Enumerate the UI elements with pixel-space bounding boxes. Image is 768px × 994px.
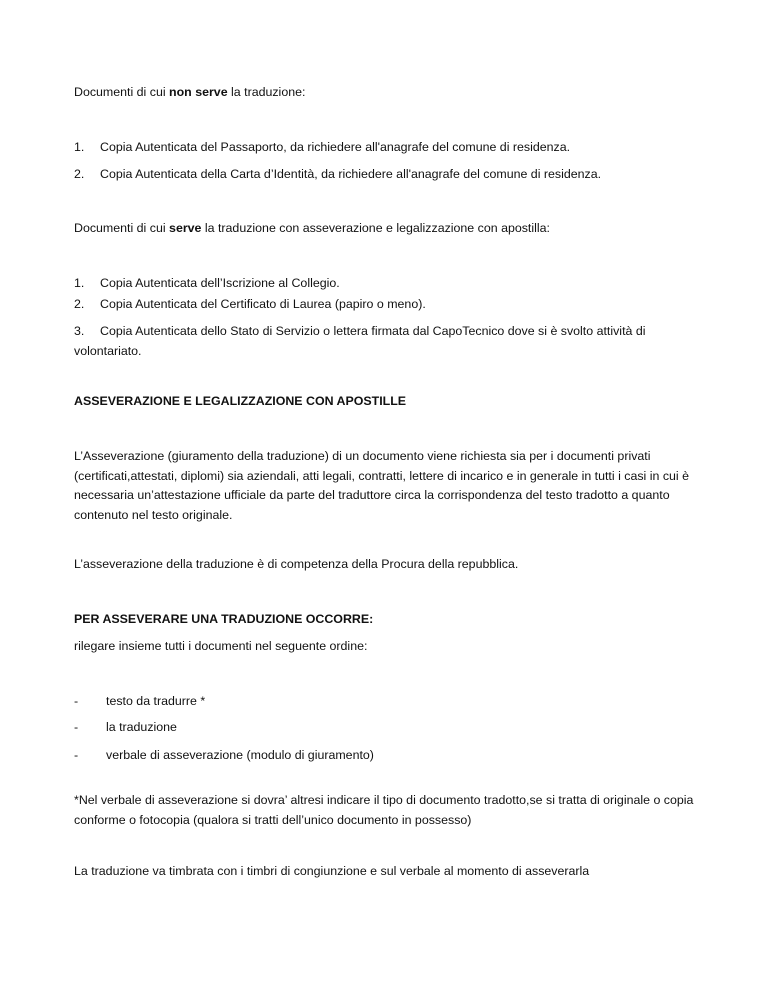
list-item: - la traduzione (74, 720, 177, 734)
paragraph-competenza: L’asseverazione della traduzione è di competenza della Procura della repubblica. (74, 557, 519, 571)
section2-emphasis: serve (169, 221, 202, 235)
list-item: 1. Copia Autenticata dell’Iscrizione al Collegio. (74, 276, 340, 290)
list-item: 1. Copia Autenticata del Passaporto, da richiedere all'anagrafe del comune di residenza. (74, 140, 571, 154)
paragraph-ordine: rilegare insieme tutti i documenti nel seguente ordine: (74, 639, 368, 653)
note-verbale: *Nel verbale di asseverazione si dovra’ altresi indicare il tipo di documento tradotto,se si tratta di originale o copia conforme o fotocopia (qualora si tratti dell’unico documento in possesso) (74, 793, 694, 827)
list-item: 2. Copia Autenticata della Carta d’Identità, da richiedere all'anagrafe del comune di residenza. (74, 167, 602, 181)
heading-asseverazione: ASSEVERAZIONE E LEGALIZZAZIONE CON APOSTILLE (74, 394, 407, 408)
list-item: 2. Copia Autenticata del Certificato di Laurea (papiro o meno). (74, 297, 426, 311)
list-item: 3. Copia Autenticata dello Stato di Servizio o lettera firmata dal CapoTecnico dove si è svolto attività di volontariato. (74, 324, 646, 358)
list-item: - testo da tradurre * (74, 694, 206, 708)
list-item: - verbale di asseverazione (modulo di giuramento) (74, 748, 374, 762)
section1-emphasis: non serve (169, 85, 228, 99)
section1-intro: Documenti di cui non serve la traduzione: (74, 85, 306, 99)
heading-occorre: PER ASSEVERARE UNA TRADUZIONE OCCORRE: (74, 612, 374, 626)
paragraph-timbri: La traduzione va timbrata con i timbri di congiunzione e sul verbale al momento di asseverarla (74, 864, 590, 878)
paragraph-asseverazione: L’Asseverazione (giuramento della traduzione) di un documento viene richiesta sia per i documenti privati (certificati,attestati, diplomi) sia aziendali, atti legali, contratti, lettere di incarico e in generale in tutti i casi in cui è necessaria un’attestazione ufficiale da parte del traduttore circa la corrispondenza del testo tradotto a quanto contenuto nel testo originale. (74, 449, 690, 522)
section2-intro: Documenti di cui serve la traduzione con asseverazione e legalizzazione con apostilla: (74, 221, 550, 235)
